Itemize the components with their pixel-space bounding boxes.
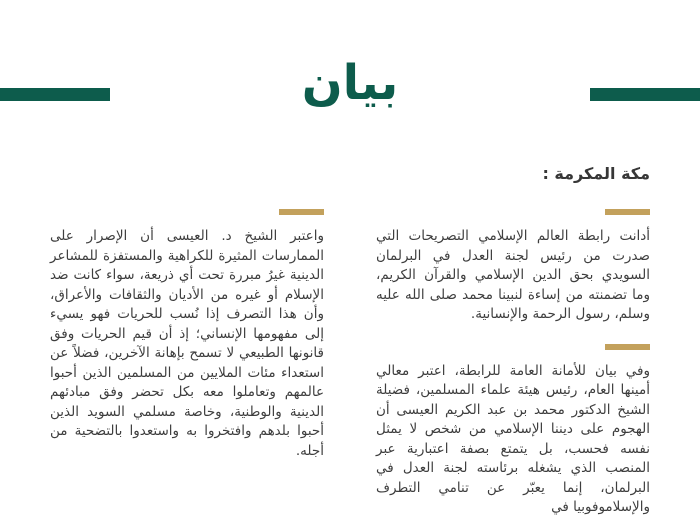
column-right <box>376 209 650 518</box>
body-columns <box>50 209 650 518</box>
page-title: بيان <box>301 55 399 111</box>
dateline-location: مكة المكرمة : <box>542 164 650 183</box>
paragraph-divider-rule <box>279 209 324 215</box>
paragraph-freedoms: واعتبر الشيخ د. العيسى أن الإصرار على الممارسات المثيرة للكراهية والمستفزة للمشاعر الدينية غيرُ مبررة تحت أي ذريعة، سواء كانت ضد الإسلام أو غيره من الأديان والثقافات والأعراق، وأن هذا التصرف إذا نُسب للحريات فهو يسيء إلى مفهومها الإنساني؛ إذ أن قيم الحريات وفق قانونها الطبيعي لا تسمح بإهانة الآخرين، فضلاً عن استعداء مئات الملايين من المسلمين الذين أحبوا عالمهم وتعاملوا معه بكل تحضر وفق مبادئهم الدينية والوطنية، وخاصة مسلمي السويد الذين أحبوا بلدهم وافتخروا به واستعدوا بالتضحية من أجله. <box>50 228 324 459</box>
paragraph-divider-rule <box>605 344 650 350</box>
column-left <box>50 209 324 461</box>
paragraph-divider-rule <box>605 209 650 215</box>
paragraph-secretary-statement: وفي بيان للأمانة العامة للرابطة، اعتبر معالي أمينها العام، رئيس هيئة علماء المسلمين، فضيلة الشيخ الدكتور محمد بن عبد الكريم العيسى أن الهجوم على ديننا الإسلامي من شخص لا يمثل نفسه فحسب، بل يتمتع بصفة اعتبارية عبر المنصب الذي يشغله برئاسته لجنة العدل في البرلمان، إنما يعبّر عن تنامي التطرف والإسلاموفوبيا في <box>376 362 650 515</box>
paragraph-condemnation: أدانت رابطة العالم الإسلامي التصريحات التي صدرت من رئيس لجنة العدل في البرلمان السويدي بحق الدين الإسلامي والقرآن الكريم، وما تضمنته من إساءة لنبينا محمد صلى الله عليه وسلم، رسول الرحمة والإنسانية. <box>376 228 650 322</box>
